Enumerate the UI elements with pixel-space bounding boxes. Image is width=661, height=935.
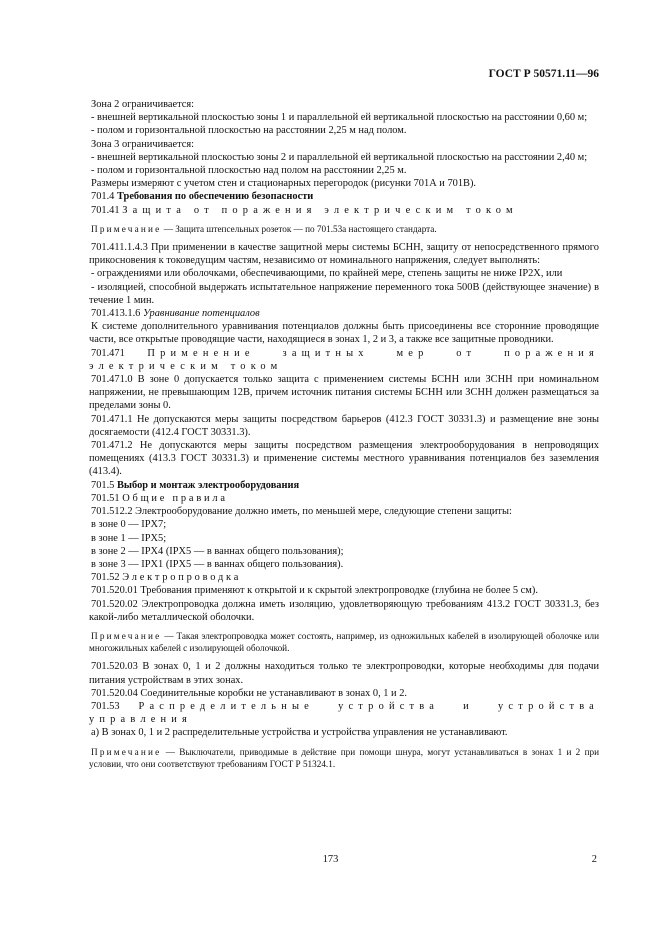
sheet-number: 2 [591, 854, 597, 865]
section-title: Применение защитных мер от поражения электрическим током [89, 347, 599, 372]
section-title: Защита от поражения электрическим током [122, 204, 518, 216]
section-heading [89, 479, 599, 492]
paragraph: - внешней вертикальной плоскостью зоны 2 и параллельной ей вертикальной плоскостью на расстоянии 2,40 м; [91, 151, 588, 163]
section-heading [89, 204, 599, 217]
section-number: 701.471 [91, 347, 125, 359]
section-number: 701.4 [91, 191, 115, 203]
section-heading [89, 347, 599, 373]
section-title: Общие правила [122, 492, 228, 504]
paragraph: Размеры измеряют с учетом стен и стационарных перегородок (рисунки 701А и 701В). [91, 178, 477, 190]
paragraph: 701.471.0 В зоне 0 допускается только защита с применением системы БСНН или ЗСНН при номинальном напряжении, не превышающим 12В, причем источник питания системы БСНН или ЗСНН должен размещаться за пределами зоны 0. [89, 374, 599, 412]
paragraph: - ограждениями или оболочками, обеспечивающими, по крайней мере, степень защиты не ниже IP2X, или [91, 268, 563, 280]
section-title: Электропроводка [122, 572, 242, 584]
note-label: Примечание [91, 223, 162, 234]
section-heading [89, 190, 599, 203]
paragraph: Зона 2 ограничивается: [91, 99, 195, 110]
list-item: в зоне 1 — IPX5; [91, 532, 167, 544]
paragraph: Зона 3 ограничивается: [91, 138, 195, 150]
section-heading [89, 700, 599, 726]
section-title: Уравнивание потенциалов [142, 308, 260, 320]
paragraph: 701.520.01 Требования применяют к открытой и к скрытой электропроводке (глубина не более 5 см). [91, 585, 538, 597]
note-label: Примечание [91, 630, 162, 641]
paragraph: 701.411.1.4.3 При применении в качестве защитной меры системы БСНН, защиту от непосредственного прямого прикосновения к токоведущим частям, независимо от номинального напряжения, следует выполнять: [89, 242, 599, 267]
section-title: Выбор и монтаж электрооборудования [117, 479, 300, 491]
paragraph: 701.471.2 Не допускаются меры защиты посредством размещения электрооборудования в непроводящих помещениях (413.3 ГОСТ 30331.3) и применение системы местного уравнивания потенциалов без заземления (413.4). [89, 440, 599, 478]
section-title: Требования по обеспечению безопасности [117, 191, 314, 203]
paragraph: 701.520.04 Соединительные коробки не устанавливают в зонах 0, 1 и 2. [91, 687, 408, 699]
note [89, 746, 599, 770]
section-number: 701.53 [91, 700, 120, 712]
section-number: 701.5 [91, 479, 115, 491]
paragraph: К системе дополнительного уравнивания потенциалов должны быть присоединены все сторонние проводящие части, все открытые проводящие части, находящиеся в зонах 1, 2 и 3, а также все защитные проводники. [89, 321, 599, 346]
section-number: 701.41 [91, 204, 120, 216]
section-heading [89, 571, 599, 584]
page-number: 173 [322, 854, 339, 865]
paragraph: 701.520.02 Электропроводка должна иметь изоляцию, удовлетворяющую требованиям 413.2 ГОСТ 30331.3, без какой-либо металлической оболочки. [89, 598, 599, 623]
paragraph: - полом и горизонтальной плоскостью на расстоянии 2,25 м над полом. [91, 125, 407, 137]
paragraph: а) В зонах 0, 1 и 2 распределительные устройства и устройства управления не устанавливают. [91, 727, 508, 739]
list-item: в зоне 2 — IPX4 (IPX5 — в ваннах общего пользования); [91, 545, 344, 557]
note [89, 223, 599, 235]
section-number: 701.52 [91, 572, 120, 584]
list-item: в зоне 3 — IPX1 (IPX5 — в ваннах общего пользования). [91, 558, 344, 570]
section-heading [89, 492, 599, 505]
section-number: 701.413.1.6 [91, 308, 141, 320]
note [89, 630, 599, 654]
page-body [89, 98, 599, 770]
paragraph: 701.471.1 Не допускаются меры защиты посредством барьеров (412.3 ГОСТ 30331.3) и размещение вне зоны досягаемости (412.4 ГОСТ 30331.3). [89, 413, 599, 438]
paragraph: 701.512.2 Электрооборудование должно иметь, по меньшей мере, следующие степени защиты: [91, 506, 512, 518]
paragraph: - изоляцией, способной выдержать испытательное напряжение переменного тока 500В (действующее значение) в течение 1 мин. [89, 281, 599, 306]
note-text: — Защита штепсельных розеток — по 701.53а настоящего стандарта. [163, 223, 437, 234]
note-label: Примечание [91, 746, 162, 757]
paragraph: - полом и горизонтальной плоскостью над полом на расстоянии 2,25 м. [91, 165, 407, 177]
section-heading [89, 307, 599, 320]
note-text: — Такая электропроводка может состоять, например, из одножильных кабелей в изолирующей оболочке или многожильных кабелей с изолирующей оболочкой. [89, 630, 600, 654]
standard-designation: ГОСТ Р 50571.11—96 [488, 68, 599, 80]
section-number: 701.51 [91, 492, 120, 504]
paragraph: - внешней вертикальной плоскостью зоны 1 и параллельной ей вертикальной плоскостью на расстоянии 0,60 м; [91, 112, 588, 124]
note-text: — Выключатели, приводимые в действие при помощи шнура, могут устанавливаться в зонах 1 и 2 при условии, что они соответствуют требованиям ГОСТ Р 51324.1. [89, 746, 600, 769]
list-item: в зоне 0 — IPX7; [91, 519, 167, 531]
section-title: Распределительные устройства и устройства управления [89, 700, 599, 726]
paragraph: 701.520.03 В зонах 0, 1 и 2 должны находиться только те электропроводки, которые необходимы для подачи питания устройствам в этих зонах. [89, 661, 599, 686]
